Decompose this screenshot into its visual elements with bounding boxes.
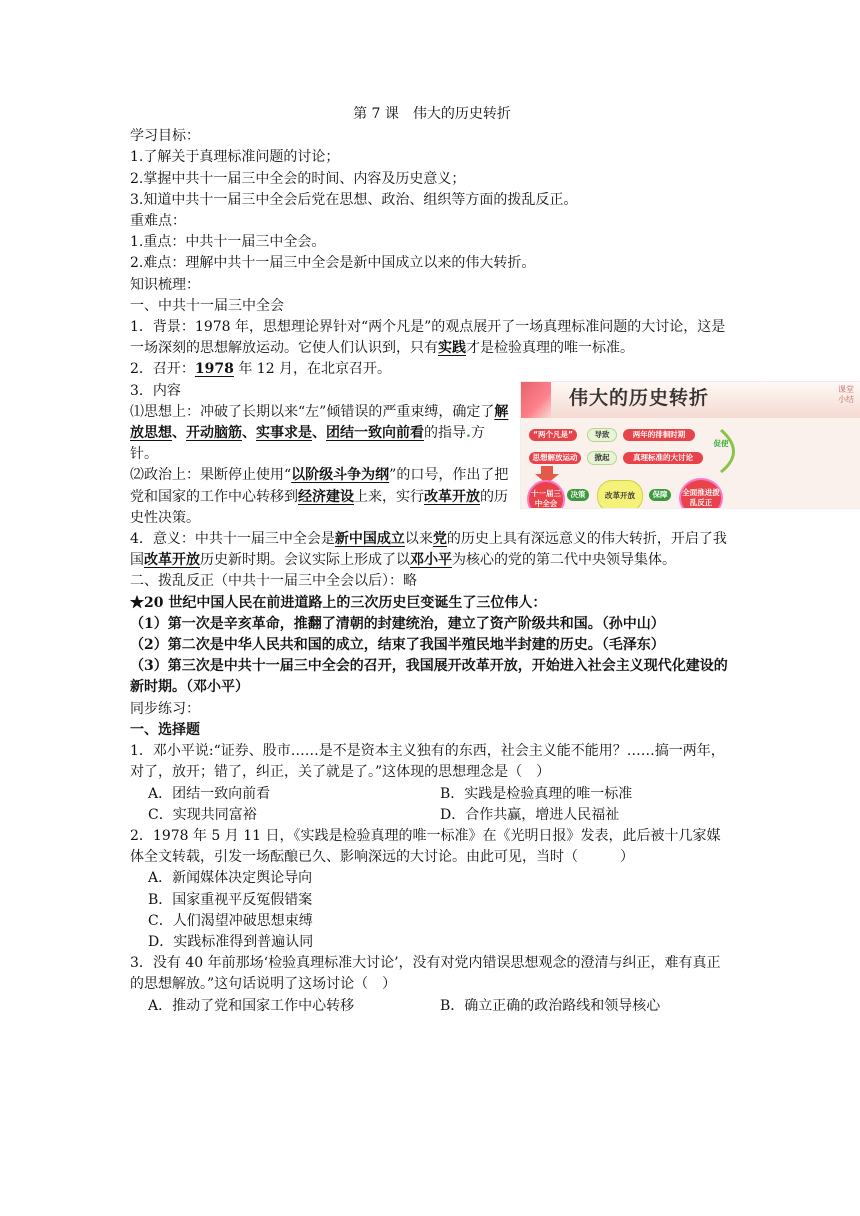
key-term: 以阶级斗争为纲 — [291, 467, 390, 484]
diagram-header — [521, 382, 860, 418]
difficulty-heading: 重难点： — [130, 213, 186, 230]
reform-circle: 改革开放 — [597, 480, 643, 509]
section2-heading: 二、拨乱反正（中共十一届三中全会以后）：略 — [130, 573, 417, 590]
option-b[interactable]: B．确立正确的政治路线和领导核心 — [440, 997, 661, 1014]
objectives-heading: 学习目标： — [130, 128, 200, 145]
key-term: 邓小平 — [410, 552, 452, 569]
option-d[interactable]: D．实践标准得到普遍认同 — [148, 933, 314, 950]
decide-label: 决策 — [567, 489, 589, 501]
order-circle: 全面推进拨乱反正 — [679, 478, 723, 509]
option-b[interactable]: B．国家重视平反冤假错案 — [148, 891, 313, 908]
option-b[interactable]: B．实践是检验真理的唯一标准 — [440, 785, 633, 802]
option-c[interactable]: C．人们渴望冲破思想束缚 — [148, 912, 313, 929]
option-c[interactable]: C．实现共同富裕 — [148, 806, 257, 823]
diagram-tag: 课堂小结 — [838, 384, 854, 404]
star-heading: ★20 世纪中国人民在前进道路上的三次历史巨变诞生了三位伟人： — [130, 594, 547, 611]
promote-label: 促使 — [713, 438, 729, 448]
key-term: 团结一致向前看 — [326, 425, 424, 442]
objective-item: 2.掌握中共十一届三中全会的时间、内容及历史意义； — [130, 170, 466, 187]
key-term: 新中国成立 — [334, 531, 405, 548]
section1-heading: 一、中共十一届三中全会 — [130, 297, 284, 314]
option-a[interactable]: A．团结一致向前看 — [148, 785, 271, 802]
summary-diagram — [520, 381, 860, 509]
curved-arrow-icon — [691, 422, 751, 482]
two-years-box: 两年的徘徊时期 — [623, 429, 695, 441]
star-item: （3）第三次是中共十一届三中全会的召开，我国展开改革开放，开始进入社会主义现代化建设的新时期。（邓小平） — [130, 658, 728, 696]
key-term: 实事求是 — [256, 425, 312, 442]
truth-debate-box: 真理标准的大讨论 — [623, 452, 703, 464]
option-row — [130, 805, 734, 826]
star-item: （2）第二次是中华人民共和国的成立，结束了我国半殖民地半封建的历史。（毛泽东） — [130, 637, 665, 654]
thought-paragraph: ⑴思想上：冲破了长期以来“左”倾错误的严重束缚，确定了解放思想、开动脑筋、实事求是、团结一致向前看的指导.方针。 — [130, 403, 509, 463]
option-d[interactable]: D．合作共赢，增进人民福祉 — [440, 806, 620, 823]
objective-item: 3.知道中共十一届三中全会后党在思想、政治、组织等方面的拨乱反正。 — [130, 191, 578, 208]
practice-heading: 同步练习： — [130, 700, 200, 717]
content-heading: 3．内容 — [130, 382, 181, 399]
difficulty-item: 2.难点：理解中共十一届三中全会是新中国成立以来的伟大转折。 — [130, 255, 536, 272]
key-term: 解放思想 — [130, 403, 509, 442]
option-a[interactable]: A．推动了党和国家工作中心转移 — [148, 997, 355, 1014]
background-paragraph: 1．背景：1978 年，思想理论界针对“两个凡是”的观点展开了一场真理标准问题的大讨论，这是一场深刻的思想解放运动。它使人们认识到，只有实践才是检验真理的唯一标准。 — [130, 319, 726, 357]
key-term: 开动脑筋 — [186, 425, 242, 442]
key-term: 实践 — [438, 340, 466, 357]
knowledge-heading: 知识梳理： — [130, 276, 200, 293]
content-section — [130, 381, 854, 529]
diagram-title: 伟大的历史转折 — [569, 386, 710, 409]
option-row — [130, 996, 734, 1017]
politics-paragraph: ⑵政治上：果断停止使用“以阶级斗争为纲”的口号，作出了把党和国家的工作中心转移到经济建设上来，实行改革开放的历史性决策。 — [130, 467, 509, 526]
key-term: 党 — [432, 531, 447, 548]
meeting-paragraph: 2．召开：1978 年 12 月，在北京召开。 — [130, 361, 392, 378]
two-whatevers-box: “两个凡是” — [529, 429, 577, 441]
guarantee-label: 保障 — [649, 489, 671, 501]
key-term: 经济建设 — [298, 488, 354, 505]
key-term: 改革开放 — [144, 552, 200, 569]
question-stem: 3．没有 40 年前那场‘检验真理标准大讨论’，没有对党内错误思想观念的澄清与纠正，难有真正的思想解放。”这句话说明了这场讨论（ ） — [130, 955, 721, 993]
star-item: （1）第一次是辛亥革命，推翻了清朝的封建统治，建立了资产阶级共和国。（孙中山） — [130, 615, 665, 632]
document-page — [130, 104, 854, 1017]
thought-movement-box: 思想解放运动 — [529, 452, 581, 464]
difficulty-item: 1.重点：中共十一届三中全会。 — [130, 234, 326, 251]
option-row — [130, 784, 734, 805]
key-term: 改革开放 — [424, 488, 480, 505]
plenum-circle: 十一届三中全会 — [527, 480, 565, 509]
option-a[interactable]: A．新闻媒体决定舆论导向 — [148, 870, 313, 887]
choice-heading: 一、选择题 — [130, 721, 200, 738]
question-stem: 2．1978 年 5 月 11 日，《实践是检验真理的唯一标准》在《光明日报》发表，此后被十几家媒体全文转载，引发一场酝酿已久、影响深远的大讨论。由此可见，当时（ ） — [130, 827, 721, 866]
lead-label: 导致 — [587, 428, 617, 442]
question-stem: 1．邓小平说:“证券、股市……是不是资本主义独有的东西，社会主义能不能用？……搞一两年，对了，放开；错了，纠正，关了就是了。”这体现的思想理念是（ ） — [130, 743, 725, 781]
key-term: 1978 — [194, 361, 234, 378]
objective-item: 1.了解关于真理标准问题的讨论； — [130, 149, 340, 166]
flag-decoration — [521, 382, 551, 418]
arise-label: 掀起 — [587, 451, 617, 465]
page-title: 第 7 课 伟大的历史转折 — [353, 106, 511, 122]
meaning-paragraph: 4．意义：中共十一届三中全会是新中国成立以来党的历史上具有深远意义的伟大转折，开启了我国改革开放历史新时期。会议实际上形成了以邓小平为核心的党的第二代中央领导集体。 — [130, 531, 727, 569]
